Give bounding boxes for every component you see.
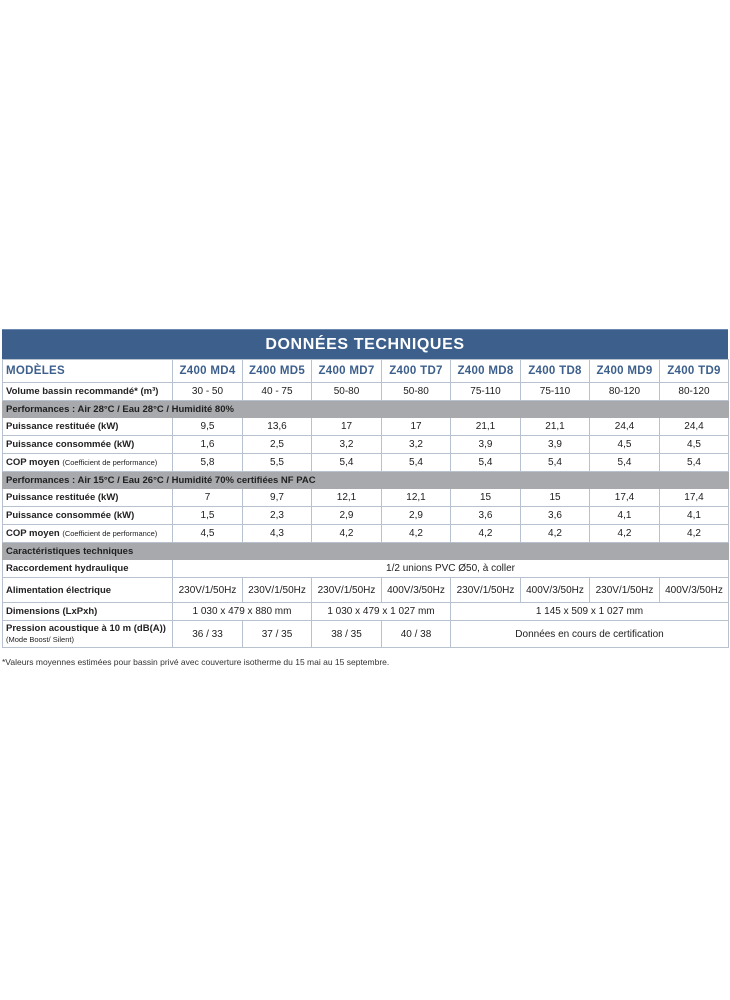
technical-data-sheet xyxy=(2,329,728,648)
model-name: Z400 TD9 xyxy=(660,360,729,383)
row-label: Puissance restituée (kW) xyxy=(3,489,173,507)
cell: 4,2 xyxy=(590,525,660,543)
cell: 4,1 xyxy=(660,507,729,525)
cell: 40 / 38 xyxy=(382,621,451,648)
cell: 4,5 xyxy=(660,436,729,454)
table-row xyxy=(3,454,729,472)
cell: 37 / 35 xyxy=(243,621,312,648)
cell: 80-120 xyxy=(660,383,729,401)
cell: 4,5 xyxy=(590,436,660,454)
cell: 5,5 xyxy=(243,454,312,472)
cell: 3,2 xyxy=(382,436,451,454)
section-title: Performances : Air 15°C / Eau 26°C / Humidité 70% certifiées NF PAC xyxy=(3,472,729,489)
model-header-row xyxy=(3,360,729,383)
table-row xyxy=(3,489,729,507)
table-row xyxy=(3,418,729,436)
cell: 1 145 x 509 x 1 027 mm xyxy=(451,603,729,621)
cell: 21,1 xyxy=(451,418,521,436)
cell: 230V/1/50Hz xyxy=(243,578,312,603)
row-label: COP moyen (Coefficient de performance) xyxy=(3,454,173,472)
model-name: Z400 MD8 xyxy=(451,360,521,383)
cell: 36 / 33 xyxy=(173,621,243,648)
cell: 7 xyxy=(173,489,243,507)
cell: 4,3 xyxy=(243,525,312,543)
cell: 30 - 50 xyxy=(173,383,243,401)
cell: 230V/1/50Hz xyxy=(312,578,382,603)
cell: 1,5 xyxy=(173,507,243,525)
cell: 2,3 xyxy=(243,507,312,525)
section-header xyxy=(3,472,729,489)
cell: 4,2 xyxy=(521,525,590,543)
hydraulic-row xyxy=(3,560,729,578)
cell: 5,4 xyxy=(660,454,729,472)
cell: 2,9 xyxy=(382,507,451,525)
cell: 2,5 xyxy=(243,436,312,454)
cell: 4,2 xyxy=(382,525,451,543)
row-label: Raccordement hydraulique xyxy=(3,560,173,578)
cell: 5,4 xyxy=(312,454,382,472)
table-row xyxy=(3,525,729,543)
cell: 17 xyxy=(312,418,382,436)
page-title: DONNÉES TECHNIQUES xyxy=(2,329,728,359)
cell: 3,9 xyxy=(521,436,590,454)
section-title: Caractéristiques techniques xyxy=(3,543,729,560)
footnote: *Valeurs moyennes estimées pour bassin privé avec couverture isotherme du 15 mai au 15 septembre. xyxy=(2,657,390,667)
acoustic-row xyxy=(3,621,729,648)
cell: 1,6 xyxy=(173,436,243,454)
cell: 4,1 xyxy=(590,507,660,525)
spec-table xyxy=(2,359,729,648)
cell: 15 xyxy=(451,489,521,507)
model-name: Z400 MD5 xyxy=(243,360,312,383)
cell: 5,4 xyxy=(590,454,660,472)
row-label: Pression acoustique à 10 m (dB(A)) (Mode Boost/ Silent) xyxy=(3,621,173,648)
cell: 24,4 xyxy=(590,418,660,436)
cell: 1 030 x 479 x 1 027 mm xyxy=(312,603,451,621)
cell: 12,1 xyxy=(312,489,382,507)
cell: 17,4 xyxy=(660,489,729,507)
power-row xyxy=(3,578,729,603)
section-header xyxy=(3,401,729,418)
cell: 3,9 xyxy=(451,436,521,454)
cell: 400V/3/50Hz xyxy=(521,578,590,603)
cell: 4,5 xyxy=(173,525,243,543)
volume-row xyxy=(3,383,729,401)
cell: 3,2 xyxy=(312,436,382,454)
table-row xyxy=(3,436,729,454)
cell: 12,1 xyxy=(382,489,451,507)
cell: 13,6 xyxy=(243,418,312,436)
cell: 80-120 xyxy=(590,383,660,401)
cell: 1 030 x 479 x 880 mm xyxy=(173,603,312,621)
row-label: Puissance consommée (kW) xyxy=(3,507,173,525)
cell: 40 - 75 xyxy=(243,383,312,401)
model-name: Z400 TD7 xyxy=(382,360,451,383)
cell: 9,7 xyxy=(243,489,312,507)
model-name: Z400 TD8 xyxy=(521,360,590,383)
cell: 5,4 xyxy=(382,454,451,472)
row-label: Alimentation électrique xyxy=(3,578,173,603)
cell: 24,4 xyxy=(660,418,729,436)
cell: 4,2 xyxy=(660,525,729,543)
row-label: Puissance restituée (kW) xyxy=(3,418,173,436)
cell: 400V/3/50Hz xyxy=(660,578,729,603)
cell: 230V/1/50Hz xyxy=(451,578,521,603)
cell: 2,9 xyxy=(312,507,382,525)
row-label: Dimensions (LxPxh) xyxy=(3,603,173,621)
cell: 5,4 xyxy=(521,454,590,472)
row-label: COP moyen (Coefficient de performance) xyxy=(3,525,173,543)
cell: 400V/3/50Hz xyxy=(382,578,451,603)
cell: 50-80 xyxy=(382,383,451,401)
cell: 17,4 xyxy=(590,489,660,507)
section-header xyxy=(3,543,729,560)
models-label: MODÈLES xyxy=(3,360,173,383)
cell: 230V/1/50Hz xyxy=(173,578,243,603)
dimensions-row xyxy=(3,603,729,621)
cell: 230V/1/50Hz xyxy=(590,578,660,603)
cell: 1/2 unions PVC Ø50, à coller xyxy=(173,560,729,578)
cell: 3,6 xyxy=(521,507,590,525)
model-name: Z400 MD7 xyxy=(312,360,382,383)
row-label: Volume bassin recommandé* (m³) xyxy=(3,383,173,401)
row-label: Puissance consommée (kW) xyxy=(3,436,173,454)
section-title: Performances : Air 28°C / Eau 28°C / Humidité 80% xyxy=(3,401,729,418)
cell: 17 xyxy=(382,418,451,436)
table-row xyxy=(3,507,729,525)
cell: 9,5 xyxy=(173,418,243,436)
cell: Données en cours de certification xyxy=(451,621,729,648)
model-name: Z400 MD9 xyxy=(590,360,660,383)
cell: 50-80 xyxy=(312,383,382,401)
cell: 15 xyxy=(521,489,590,507)
cell: 5,4 xyxy=(451,454,521,472)
cell: 4,2 xyxy=(312,525,382,543)
cell: 5,8 xyxy=(173,454,243,472)
cell: 75-110 xyxy=(521,383,590,401)
cell: 3,6 xyxy=(451,507,521,525)
cell: 75-110 xyxy=(451,383,521,401)
cell: 4,2 xyxy=(451,525,521,543)
cell: 38 / 35 xyxy=(312,621,382,648)
model-name: Z400 MD4 xyxy=(173,360,243,383)
cell: 21,1 xyxy=(521,418,590,436)
